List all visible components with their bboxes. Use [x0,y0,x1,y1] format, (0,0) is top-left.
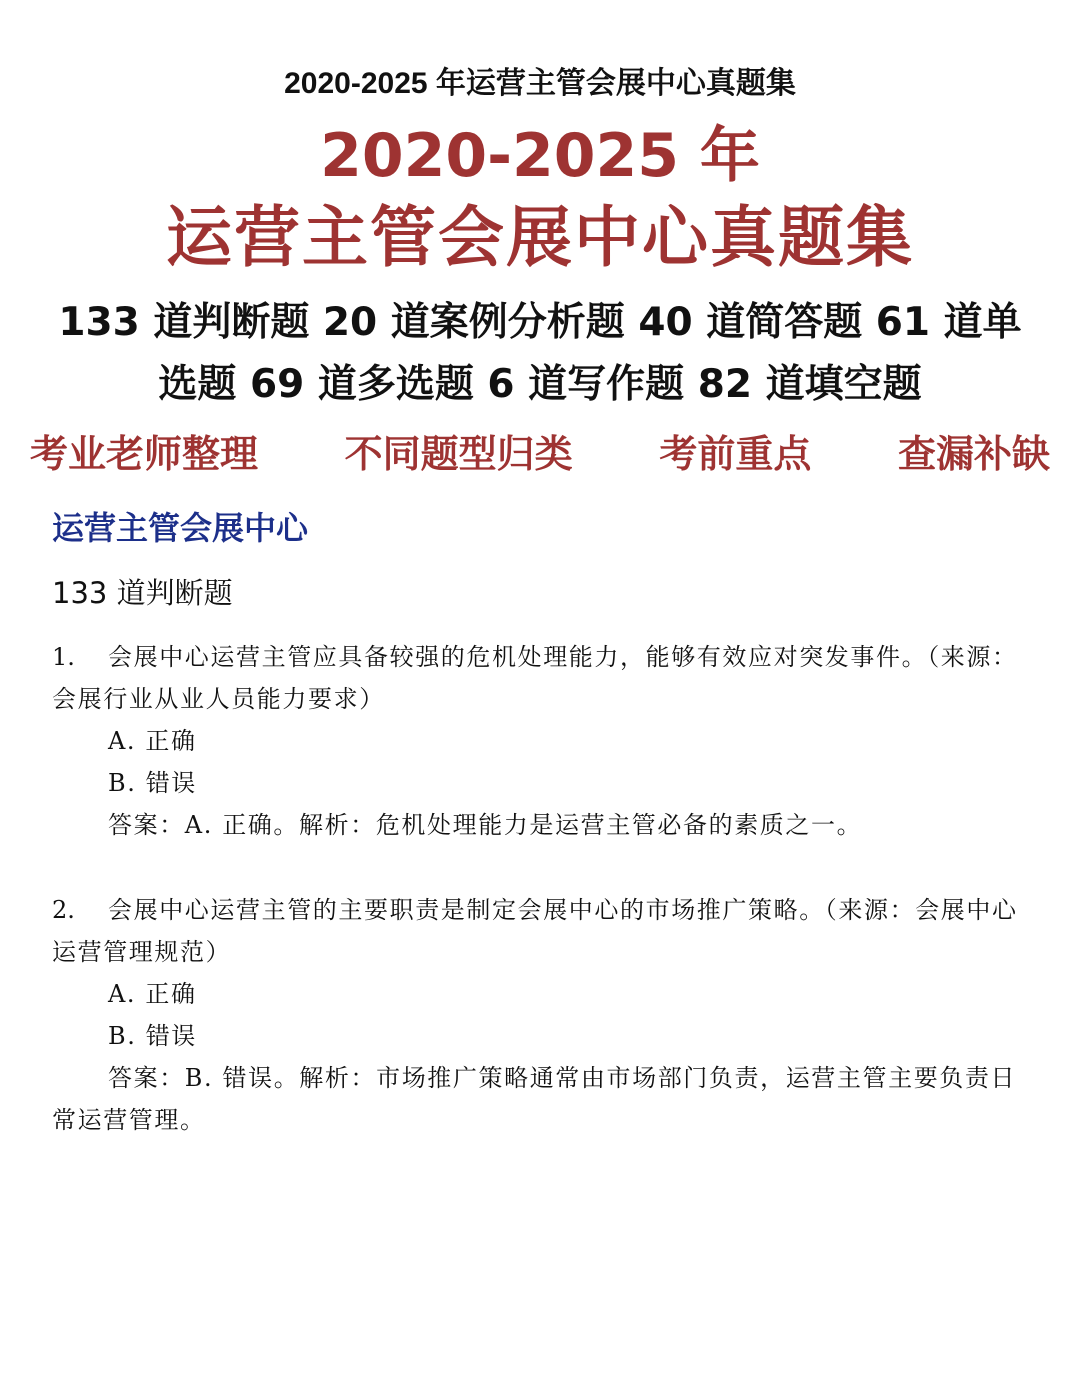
option-b: B. 错误 [108,769,197,797]
question-stem [52,889,1032,973]
main-title-subject: 运营主管会展中心真题集 [166,199,914,276]
summary-line-1: 133 道判断题 20 道案例分析题 40 道简答题 61 道单 [58,300,1022,345]
question-item [52,636,1032,846]
answer-explanation: 答案：B. 错误。解析：市场推广策略通常由市场部门负责，运营主管主要负责日常运营管理。 [52,1064,1017,1134]
page-header-title: 2020-2025 年运营主管会展中心真题集 [284,67,796,100]
answer-explanation: 答案：A. 正确。解析：危机处理能力是运营主管必备的素质之一。 [108,811,863,839]
slogan-item: 考前重点 [659,431,812,476]
question-count-summary [40,292,1040,416]
slogan-item: 不同题型归类 [344,431,573,476]
question-number: 2. [52,896,75,924]
subsection-heading: 133 道判断题 [52,576,233,610]
slogan-item: 考业老师整理 [30,431,259,476]
slogan-item: 查漏补缺 [897,431,1050,476]
slogan-banner [30,424,1050,484]
summary-line-2: 选题 69 道多选题 6 道写作题 82 道填空题 [158,362,922,407]
main-title-years: 2020-2025 年 [320,121,760,191]
option-a: A. 正确 [108,980,197,1008]
question-item [52,889,1032,1141]
question-text: 会展中心运营主管的主要职责是制定会展中心的市场推广策略。（来源：会展中心运营管理规范） [52,896,1018,966]
option-a: A. 正确 [108,727,197,755]
question-text: 会展中心运营主管应具备较强的危机处理能力，能够有效应对突发事件。（来源：会展行业从业人员能力要求） [52,643,1018,713]
option-b: B. 错误 [108,1022,197,1050]
question-number: 1. [52,643,75,671]
section-heading: 运营主管会展中心 [52,509,309,547]
question-stem [52,636,1032,720]
